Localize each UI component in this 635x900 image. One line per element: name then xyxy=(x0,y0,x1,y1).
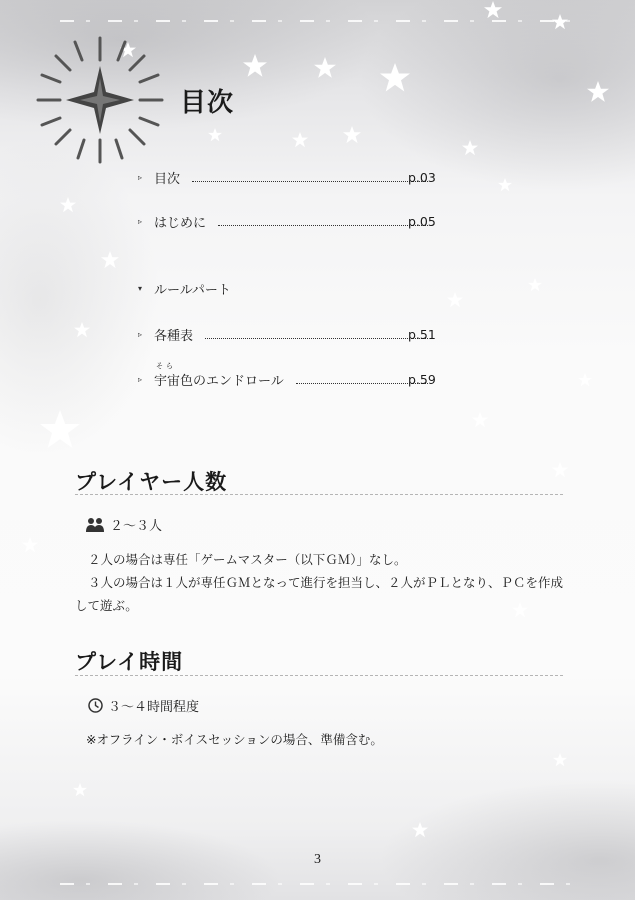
clock-icon xyxy=(88,698,103,713)
toc-item[interactable] xyxy=(138,324,438,344)
triangle-down-icon: ▾ xyxy=(138,283,143,293)
triangle-right-icon: ▹ xyxy=(138,329,143,339)
playtime-heading: プレイ時間 xyxy=(75,650,184,674)
section-divider xyxy=(75,675,563,676)
players-paragraph-1: ２人の場合は専任「ゲームマスター（以下ＧＭ）」なし。 xyxy=(88,552,407,567)
players-heading: プレイヤー人数 xyxy=(75,470,228,494)
players-paragraph-2: ３人の場合は１人が専任ＧＭとなって進行を担当し、２人がＰＬとなり、ＰＣを作成して遊ぶ。 xyxy=(75,575,564,613)
star-icon xyxy=(208,128,222,141)
player-count-text: ２〜３人 xyxy=(110,519,163,534)
dot-leader xyxy=(192,173,428,182)
star-icon xyxy=(472,412,488,427)
star-icon xyxy=(292,132,308,147)
toc-item-label: 各種表 xyxy=(154,328,194,344)
playtime-note: ※オフライン・ボイスセッションの場合、準備含む。 xyxy=(86,732,383,747)
dot-leader xyxy=(218,217,428,226)
toc-item-page: p.05 xyxy=(408,213,436,229)
toc-item[interactable] xyxy=(138,361,438,389)
triangle-right-icon: ▹ xyxy=(138,216,143,226)
toc-item-page: p.59 xyxy=(408,371,436,387)
dot-leader xyxy=(205,330,428,339)
player-count xyxy=(86,515,162,534)
ruby-reading: そら xyxy=(156,361,176,370)
triangle-right-icon: ▹ xyxy=(138,172,143,182)
people-icon xyxy=(86,517,104,533)
toc-item[interactable] xyxy=(138,211,438,231)
bottom-dashed-border xyxy=(60,883,580,885)
page-number: 3 xyxy=(314,852,321,867)
toc-title: 目次 xyxy=(180,88,235,118)
toc-item[interactable] xyxy=(138,278,438,298)
play-duration xyxy=(88,696,199,715)
top-dashed-border xyxy=(60,20,580,22)
star-icon xyxy=(528,278,542,291)
star-icon xyxy=(553,753,567,766)
toc-item-page: p.03 xyxy=(408,169,436,185)
play-duration-text: ３〜４時間程度 xyxy=(108,700,200,715)
toc-item-page: p.51 xyxy=(408,326,436,342)
toc-item-label: はじめに xyxy=(154,215,207,231)
toc-item[interactable] xyxy=(138,167,438,187)
star-icon xyxy=(447,292,463,307)
toc-item-label-wrapper xyxy=(154,361,284,389)
star-icon xyxy=(552,462,568,477)
star-icon xyxy=(578,373,592,386)
toc-item-label: 宇宙色のエンドロール xyxy=(154,373,284,389)
toc-item-label: ルールパート xyxy=(154,282,231,298)
toc-item-label: 目次 xyxy=(154,171,181,187)
sparkle-burst-icon xyxy=(30,30,170,170)
star-icon xyxy=(22,537,38,552)
star-icon xyxy=(73,783,87,796)
star-icon xyxy=(343,126,361,143)
triangle-right-icon: ▹ xyxy=(138,374,143,384)
section-divider xyxy=(75,494,563,495)
